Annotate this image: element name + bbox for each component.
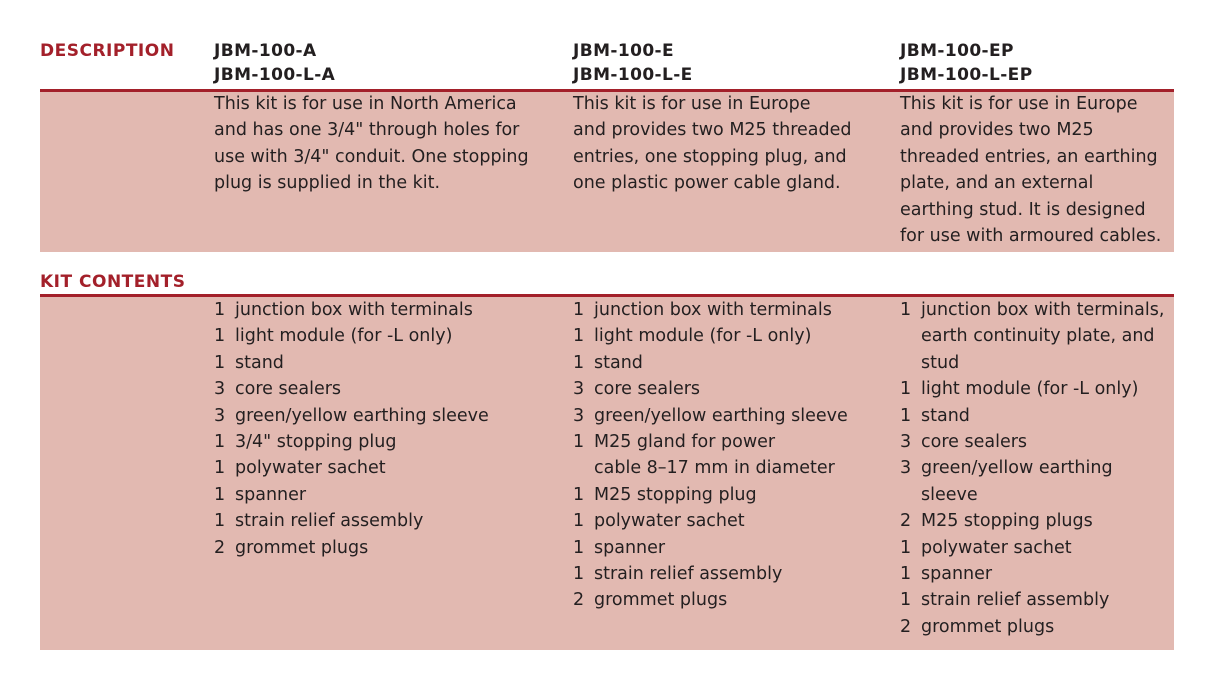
item-text: junction box with terminals [594, 300, 832, 320]
list-item [214, 482, 489, 508]
item-text: stand [235, 352, 284, 373]
model-e-name: JBM-100-E [573, 41, 675, 61]
list-item [573, 508, 848, 534]
item-text: M25 gland for power cable 8–17 mm in diameter [594, 432, 835, 479]
description-e: This kit is for use in Europe and provides two M25 threaded entries, one stopping plug, and one plastic power cable gland. [573, 94, 852, 194]
model-a-light-name: JBM-100-L-A [214, 65, 336, 85]
list-item [573, 297, 848, 323]
item-quantity: 1 [900, 590, 912, 611]
item-quantity: 3 [573, 405, 585, 426]
item-quantity: 1 [900, 300, 912, 320]
item-quantity: 1 [214, 300, 226, 320]
item-quantity: 2 [573, 590, 585, 611]
item-text: polywater sachet [594, 511, 745, 532]
item-text: green/yellow earthing sleeve [235, 405, 489, 426]
item-quantity: 1 [573, 564, 585, 585]
list-item [900, 508, 1164, 534]
list-item [900, 297, 1164, 376]
item-text: green/yellow earthing sleeve [921, 458, 1113, 505]
item-quantity: 1 [900, 379, 912, 400]
item-quantity: 3 [573, 379, 585, 400]
item-quantity: 1 [573, 432, 585, 453]
item-quantity: 1 [573, 300, 585, 320]
item-quantity: 1 [214, 432, 226, 453]
list-item [900, 376, 1164, 402]
list-item [900, 614, 1164, 640]
list-item [900, 535, 1164, 561]
item-quantity: 1 [900, 564, 912, 585]
model-ep-name: JBM-100-EP [900, 41, 1014, 61]
item-text: junction box with terminals [235, 300, 473, 320]
item-text: polywater sachet [235, 458, 386, 479]
item-text: core sealers [235, 379, 342, 400]
model-a-name: JBM-100-A [214, 41, 317, 61]
item-quantity: 2 [900, 511, 912, 532]
list-item [214, 297, 489, 323]
item-text: spanner [921, 564, 993, 585]
item-text: core sealers [921, 432, 1028, 453]
item-quantity: 2 [214, 537, 226, 558]
item-text: strain relief assembly [235, 511, 424, 532]
item-text: grommet plugs [921, 616, 1055, 637]
item-text: junction box with terminals, earth continuity plate, and stud [921, 300, 1165, 373]
list-item [214, 455, 489, 481]
item-text: strain relief assembly [594, 564, 783, 585]
item-text: light module (for -L only) [235, 326, 453, 347]
item-quantity: 1 [573, 511, 585, 532]
kit-contents-heading: KIT CONTENTS [40, 272, 186, 292]
list-item [573, 350, 848, 376]
list-item [214, 323, 489, 349]
list-item [214, 508, 489, 534]
item-quantity: 3 [900, 458, 912, 479]
item-text: strain relief assembly [921, 590, 1110, 611]
list-item [573, 587, 848, 613]
item-quantity: 1 [573, 484, 585, 505]
list-item [214, 403, 489, 429]
list-item [573, 535, 848, 561]
contents-list-e [573, 297, 848, 614]
list-item [573, 376, 848, 402]
item-text: polywater sachet [921, 537, 1072, 558]
item-text: core sealers [594, 379, 701, 400]
description-ep: This kit is for use in Europe and provides two M25 threaded entries, an earthing plate, and an external earthing stud. It is designed for use with armoured cables. [900, 94, 1162, 247]
list-item [214, 350, 489, 376]
item-text: M25 stopping plugs [921, 511, 1093, 532]
list-item [573, 429, 848, 482]
model-e-light-name: JBM-100-L-E [573, 65, 693, 85]
item-text: light module (for -L only) [594, 326, 812, 347]
list-item [573, 323, 848, 349]
item-quantity: 3 [214, 379, 226, 400]
item-quantity: 1 [573, 352, 585, 373]
list-item [573, 482, 848, 508]
item-text: grommet plugs [594, 590, 728, 611]
item-text: stand [594, 352, 643, 373]
list-item [214, 535, 489, 561]
item-quantity: 1 [214, 352, 226, 373]
model-ep-light-name: JBM-100-L-EP [900, 65, 1033, 85]
list-item [214, 376, 489, 402]
item-quantity: 1 [900, 405, 912, 426]
item-text: M25 stopping plug [594, 484, 757, 505]
contents-list-ep [900, 297, 1164, 640]
item-quantity: 1 [900, 537, 912, 558]
list-item [900, 587, 1164, 613]
item-text: grommet plugs [235, 537, 369, 558]
list-item [900, 455, 1164, 508]
item-quantity: 1 [214, 511, 226, 532]
item-text: green/yellow earthing sleeve [594, 405, 848, 426]
item-text: stand [921, 405, 970, 426]
item-quantity: 1 [214, 326, 226, 347]
item-quantity: 3 [214, 405, 226, 426]
item-text: spanner [594, 537, 666, 558]
list-item [900, 429, 1164, 455]
list-item [573, 561, 848, 587]
item-quantity: 1 [214, 458, 226, 479]
list-item [214, 429, 489, 455]
item-quantity: 3 [900, 432, 912, 453]
item-quantity: 1 [214, 484, 226, 505]
list-item [900, 561, 1164, 587]
item-text: light module (for -L only) [921, 379, 1139, 400]
description-a: This kit is for use in North America and has one 3/4" through holes for use with 3/4" conduit. One stopping plug is supplied in the kit. [214, 94, 529, 194]
list-item [573, 403, 848, 429]
item-text: 3/4" stopping plug [235, 432, 397, 453]
item-quantity: 1 [573, 326, 585, 347]
description-heading: DESCRIPTION [40, 41, 175, 61]
item-quantity: 2 [900, 616, 912, 637]
contents-list-a [214, 297, 489, 561]
item-text: spanner [235, 484, 307, 505]
item-quantity: 1 [573, 537, 585, 558]
list-item [900, 403, 1164, 429]
